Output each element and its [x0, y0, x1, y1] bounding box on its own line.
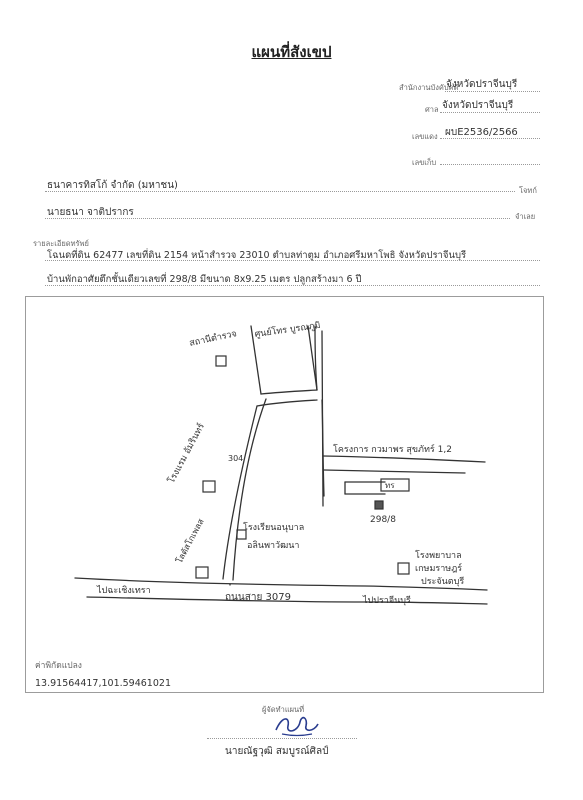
- signature-label: ผู้จัดทำแผนที่: [262, 705, 305, 714]
- property-line-1: โฉนดที่ดิน 62477 เลขที่ดิน 2154 หน้าสำรวจ 23010 ตำบลท่าตูม อำเภอศรีมหาโพธิ จังหวัดปราจีนบุรี: [47, 250, 467, 261]
- court-value: จังหวัดปราจีนบุรี: [442, 100, 514, 111]
- coords-label: ค่าพิกัดแปลง: [35, 661, 82, 671]
- house-marker: [375, 501, 383, 509]
- map-label-school: โรงเรียนอนุบาล: [243, 523, 305, 533]
- map-label-police: สถานีตำรวจ: [188, 329, 238, 349]
- map-label-hotel: โรงแรม อัมรินทร์: [166, 421, 207, 486]
- diagonal-road-left: [223, 406, 257, 579]
- hotel-box: [203, 481, 215, 492]
- map-label-right-road: ไปปราจีนบุรี: [363, 596, 411, 606]
- signature-mark: [268, 710, 328, 740]
- map-label-school-2: อลินพาวัฒนา: [247, 541, 300, 551]
- red-case-label: เลขแดง: [412, 132, 438, 141]
- red-case-underline: [440, 138, 540, 139]
- map-label-road: ถนนสาย 3079: [225, 592, 291, 603]
- sketch-map: [25, 296, 544, 693]
- plaintiff-label: โจทก์: [519, 186, 537, 195]
- property-details-label: รายละเอียดทรัพย์: [33, 239, 89, 248]
- police-box: [216, 356, 226, 366]
- signature-line: [207, 738, 357, 739]
- defendant-underline: [45, 218, 510, 219]
- court-underline: [440, 112, 540, 113]
- property-line-2: บ้านพักอาศัยตึกชั้นเดียวเลขที่ 298/8 มีขนาด 8x9.25 เมตร ปลูกสร้างมา 6 ปี: [47, 274, 362, 285]
- property-line-1-underline: [45, 260, 540, 261]
- project-road-bottom: [324, 470, 465, 473]
- map-label-lotus: โลตัสโกเพลส: [174, 517, 207, 566]
- plaintiff-underline: [45, 191, 515, 192]
- map-label-hospital-3: ประจันตบุรี: [421, 577, 465, 587]
- map-label-house-box: ทร: [385, 481, 395, 490]
- signature-name: นายณัฐวุฒิ สมบูรณ์ศิลป์: [225, 746, 329, 757]
- hospital-box: [398, 563, 409, 574]
- office-label: สำนักงานบังคับคดี: [399, 83, 459, 92]
- office-underline: [445, 91, 540, 92]
- map-label-hospital-2: เกษมราษฎร์: [415, 564, 463, 574]
- red-case-value: ผบE2536/2566: [445, 127, 518, 138]
- map-label-project: โครงการ กวมาพร สุขภัทร์ 1,2: [333, 445, 452, 455]
- defendant-label: จำเลย: [515, 212, 536, 221]
- office-value: จังหวัดปราจีนบุรี: [446, 79, 518, 90]
- coords-value: 13.91564417,101.59461021: [35, 678, 171, 689]
- map-label-left-road: ไปฉะเชิงเทรา: [97, 586, 151, 596]
- upper-road-top-edge: [261, 390, 317, 394]
- map-label-police-2: ศูนย์โทร บูรณภูมิ: [254, 320, 322, 340]
- lotus-box: [196, 567, 208, 578]
- plaintiff-name: ธนาคารทิสโก้ จำกัด (มหาชน): [47, 180, 178, 191]
- project-road-top: [323, 456, 485, 462]
- storage-label: เลขเก็บ: [412, 158, 437, 167]
- defendant-name: นายธนา จาติปรากร: [47, 207, 134, 218]
- storage-underline: [440, 164, 540, 165]
- map-label-hotel-2: 304: [228, 454, 244, 463]
- map-label-house: 298/8: [370, 515, 396, 525]
- map-label-hospital: โรงพยาบาล: [415, 551, 462, 561]
- page-title: แผนที่สังเขป: [251, 43, 332, 61]
- property-line-2-underline: [45, 285, 540, 286]
- court-label: ศาล: [425, 105, 439, 114]
